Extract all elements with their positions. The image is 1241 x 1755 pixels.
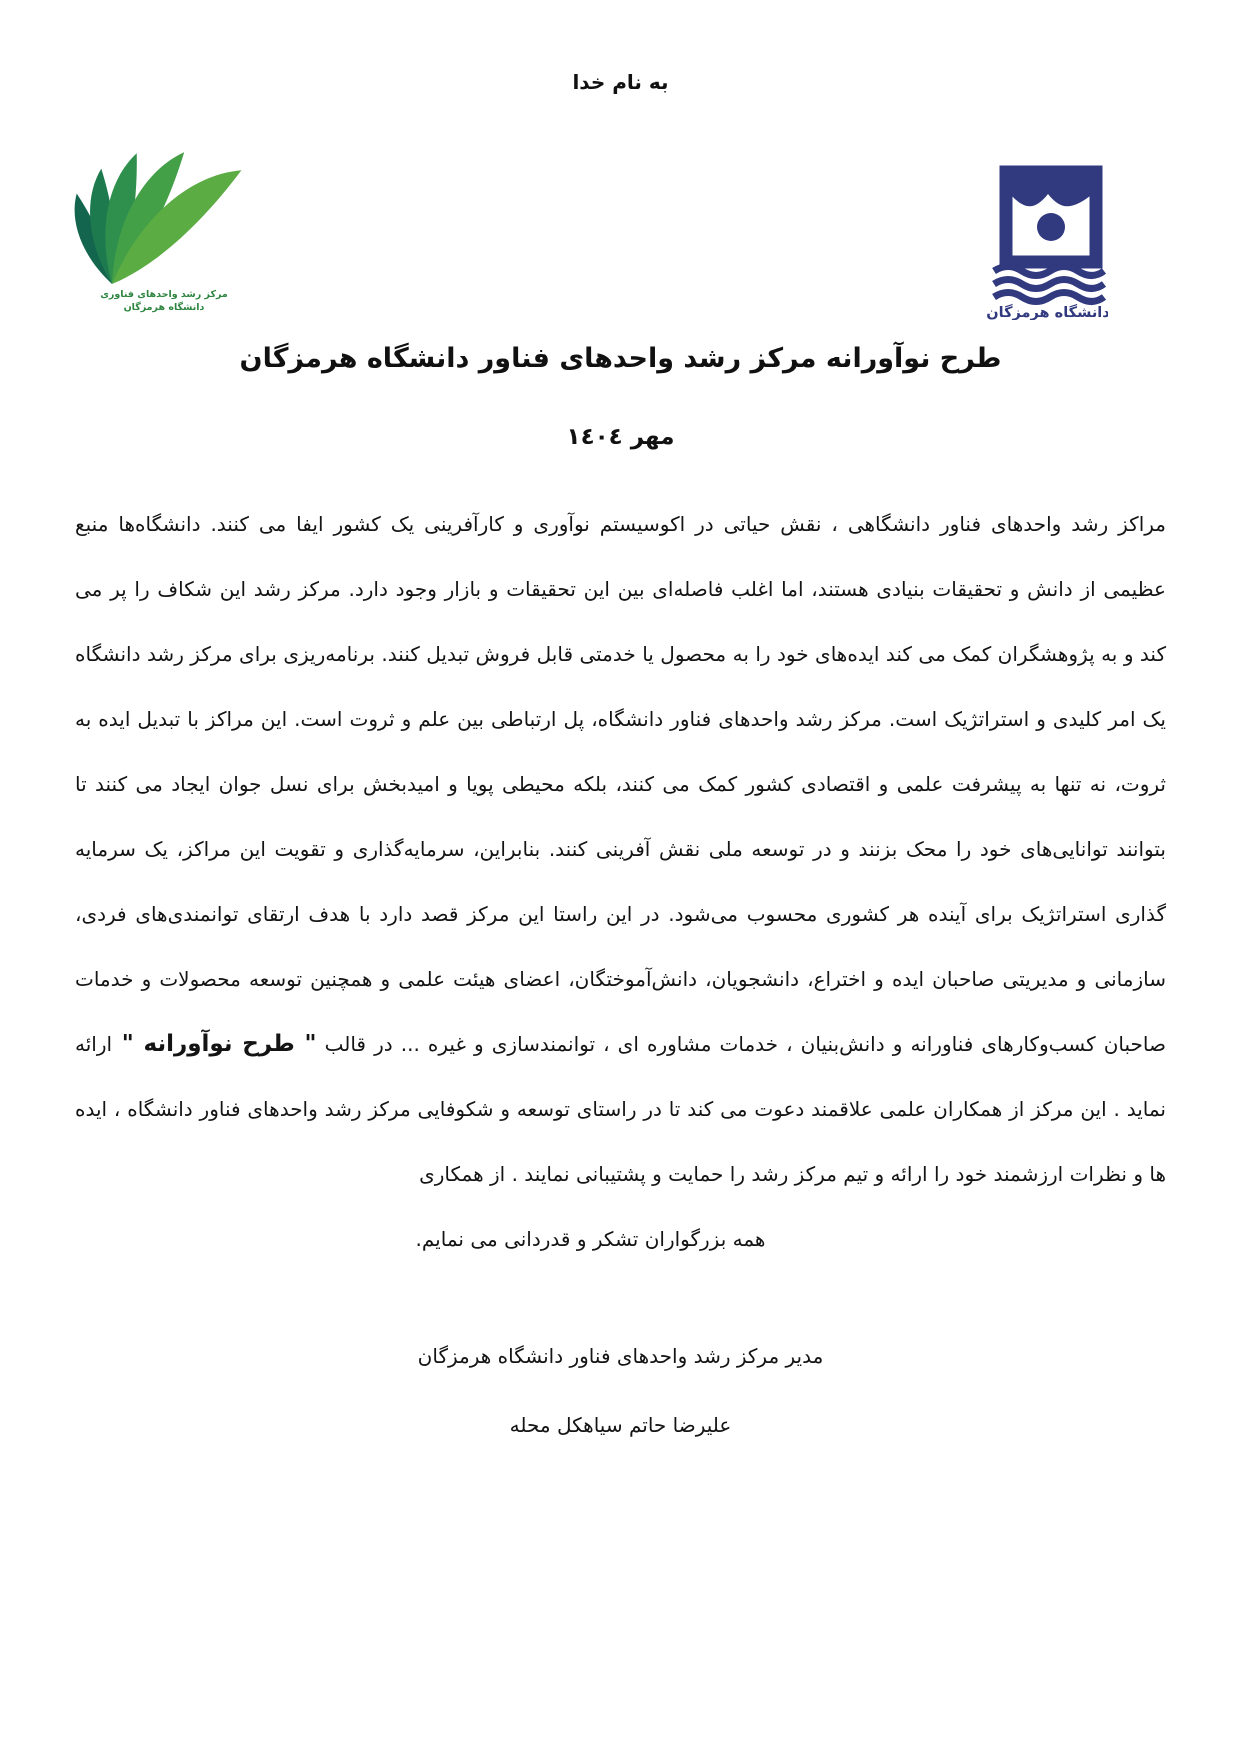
- ministry-emblem-icon: [930, 106, 1108, 320]
- signature-role-line: مدیر مرکز رشد واحدهای فناور دانشگاه هرمزگان: [417, 1344, 824, 1368]
- emblem-book-shape: [1012, 178, 1090, 206]
- incubator-logo: [66, 104, 262, 314]
- emblem-dot: [1037, 213, 1065, 241]
- ministry-arc-text: [930, 106, 935, 110]
- signature-name-line: علیرضا حاتم سیاهکل محله: [509, 1413, 732, 1437]
- emblem-wave-3: [994, 293, 1104, 302]
- incubator-logo-captions: [66, 288, 262, 314]
- body-text-part1: مراکز رشد واحدهای فناور دانشگاهی ، نقش حیاتی در اکوسیستم نوآوری و کارآفرینی یک کشور ایفا می کنند. دانشگاه‌ها منبع عظیمی از دانش و تحقیقات بنیادی هستند، اما اغلب فاصله‌ای بین این تحقیقات و بازار وجود دارد. مرکز رشد این شکاف را پر می کند و به پژوهشگران کمک می کند ایده‌های خود را به محصول یا خدمتی قابل فروش تبدیل کنند. برنامه‌ریزی برای مرکز رشد دانشگاه یک امر کلیدی و استراتژیک است. مرکز رشد واحدهای فناور دانشگاه، پل ارتباطی بین علم و ثروت است. این مراکز با تبدیل ایده به ثروت، نه تنها به پیشرفت علمی و اقتصادی کشور کمک می کنند، بلکه محیطی پویا و امیدبخش برای نسل جوان ایجاد می کنند تا بتوانند توانایی‌های خود را محک بزنند و در توسعه ملی نقش آفرینی کنند. بنابراین، سرمایه‌گذاری و تقویت این مراکز، یک سرمایه گذاری استراتژیک برای آینده هر کشوری محسوب می‌شود. در این راستا این مرکز قصد دارد با هدف ارتقای توانمندی‌های فردی، سازمانی و مدیریتی صاحبان ایده و اختراع، دانشجویان، دانش‌آموختگان، اعضای هیئت علمی و همچنین توسعه محصولات و خدمات صاحبان کسب‌وکارهای فناورانه و دانش‌بنیان ، خدمات مشاوره ای ، توانمندسازی و غیره ... در قالب: [75, 512, 1166, 1056]
- emblem-wave-2: [994, 280, 1104, 289]
- incubator-caption-line1: مرکز رشد واحدهای فناوری: [100, 289, 228, 300]
- document-body: [75, 492, 1166, 1458]
- innovative-plan-highlight: " طرح نوآورانه ": [112, 1031, 317, 1057]
- closing-line: همه بزرگواران تشکر و قدردانی می نمایم.: [415, 1227, 766, 1251]
- incubator-leaf-fan-icon: [66, 104, 262, 290]
- ministry-caption: دانشگاه هرمزگان: [986, 305, 1108, 320]
- body-text-part2: ارائه نماید . این مرکز از همکاران علمی علاقمند دعوت می کند تا در راستای توسعه و شکوفایی مرکز رشد واحدهای فناور دانشگاه ، ایده ها و نظرات ارزشمند خود را ارائه و تیم مرکز رشد را حمایت و پشتیبانی نمایند . از همکاری: [75, 1032, 1166, 1186]
- bismillah-text: به نام خدا: [572, 70, 669, 94]
- document-title: طرح نوآورانه مرکز رشد واحدهای فناور دانشگاه هرمزگان: [239, 343, 1002, 374]
- incubator-caption-line2: دانشگاه هرمزگان: [123, 302, 205, 313]
- ministry-arc-text-node: [930, 106, 935, 110]
- ministry-logo: [930, 106, 1108, 324]
- document-date: مهر ١٤٠٤: [566, 424, 675, 450]
- body-paragraph: [75, 492, 1166, 1207]
